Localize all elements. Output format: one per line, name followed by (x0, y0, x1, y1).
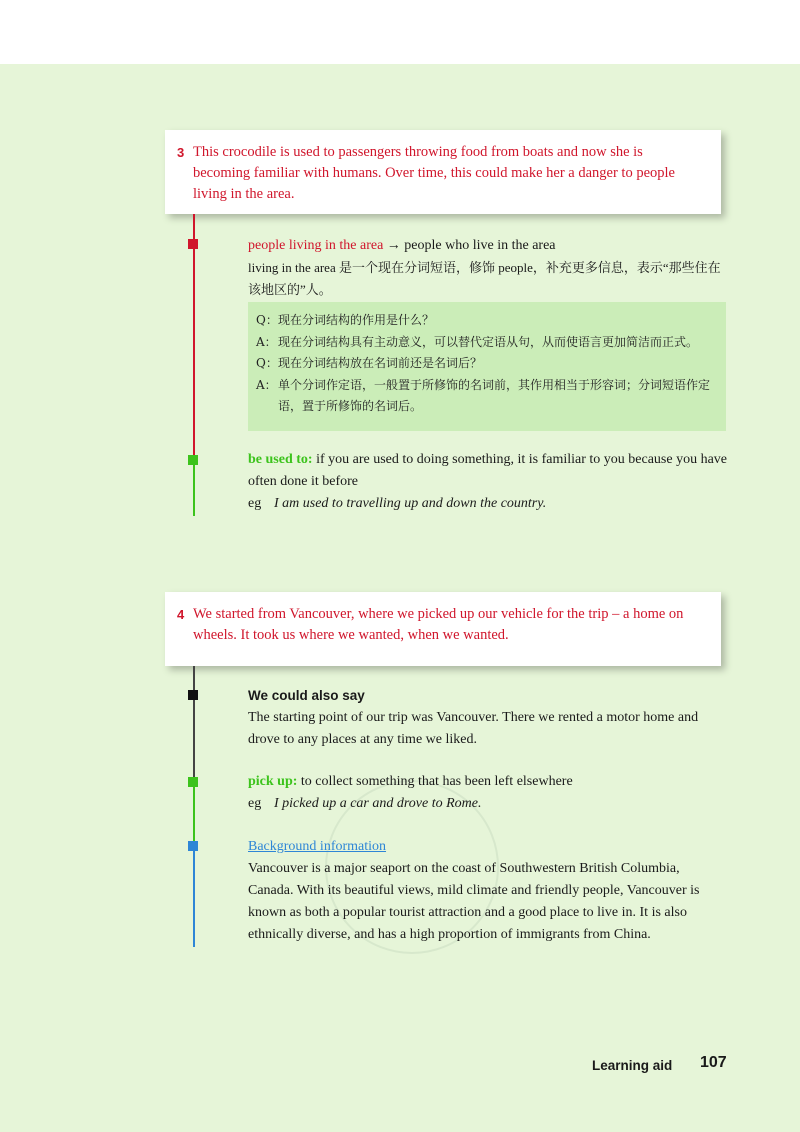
green-connector-line (193, 459, 195, 516)
green-square-marker (188, 455, 198, 465)
sentence-text: This crocodile is used to passengers throwing food from boats and now she is becoming familiar with humans. Over time, this could make her a danger to people living in the area. (193, 144, 675, 202)
example-sentence: I picked up a car and drove to Rome. (274, 796, 482, 811)
phrase-highlight: people living in the area (248, 238, 384, 253)
sentence-box-4 (165, 592, 721, 666)
note-explanation: living in the area 是一个现在分词短语，修饰 people，补充更多信息，表示“那些住在该地区的”人。 (248, 260, 721, 297)
sentence-number: 4 (177, 607, 185, 622)
green-connector-line (193, 782, 195, 845)
term-label: pick up: (248, 774, 298, 789)
red-connector-line (193, 214, 195, 459)
qa-tag: A： (256, 334, 277, 349)
term-label: be used to: (248, 452, 313, 467)
qa-text: 现在分词结构放在名词前还是名词后？ (278, 356, 483, 370)
black-connector-line (193, 666, 195, 782)
background-information-link[interactable]: Background information (248, 839, 387, 854)
blue-square-marker (188, 841, 198, 851)
green-square-marker (188, 777, 198, 787)
qa-line (256, 332, 718, 354)
note-participle (248, 235, 728, 301)
example-sentence: I am used to travelling up and down the country. (274, 496, 547, 511)
background-text: Vancouver is a major seaport on the coast of Southwestern British Columbia, Canada. With its beautiful views, mild climate and friendly people, Vancouver is known as both a popular tourist attraction and a good place to live in. It is also ethnically diverse, and has a high proportion of immigrants from China. (248, 861, 700, 942)
sentence-box-3 (165, 130, 721, 214)
note-be-used-to (248, 449, 728, 515)
note-heading: We could also say (248, 688, 365, 703)
qa-text: 现在分词结构具有主动意义，可以替代定语从句，从而使语言更加简洁而正式。 (278, 334, 699, 349)
qa-tag: Q： (256, 313, 278, 327)
term-definition: if you are used to doing something, it is familiar to you because you have often done it before (248, 452, 728, 489)
qa-line (256, 310, 718, 332)
qa-tag: A： (256, 377, 277, 392)
sentence-number: 3 (177, 145, 185, 160)
qa-box (248, 302, 726, 431)
qa-text: 单个分词作定语，一般置于所修饰的名词前，其作用相当于形容词；分词短语作定语，置于所修饰的名词后。 (278, 377, 711, 413)
arrow-icon: → (386, 238, 401, 253)
sentence-text: We started from Vancouver, where we picked up our vehicle for the trip – a home on wheels. It took us where we wanted, when we wanted. (193, 606, 684, 643)
phrase-rewrite: people who live in the area (404, 238, 556, 253)
black-square-marker (188, 690, 198, 700)
red-square-marker (188, 239, 198, 249)
qa-line (256, 375, 718, 418)
footer-label: Learning aid (592, 1058, 673, 1073)
note-text: The starting point of our trip was Vancouver. There we rented a motor home and drove to any places at any time we liked. (248, 710, 699, 747)
blue-connector-line (193, 845, 195, 947)
page-number: 107 (700, 1054, 727, 1071)
note-background-information (248, 836, 728, 946)
eg-label: eg (248, 796, 262, 811)
qa-line (256, 353, 718, 375)
qa-text: 现在分词结构的作用是什么？ (278, 313, 435, 327)
note-pick-up (248, 771, 728, 815)
qa-tag: Q： (256, 356, 278, 370)
eg-label: eg (248, 496, 262, 511)
note-we-could-also-say (248, 685, 728, 751)
term-definition: to collect something that has been left elsewhere (300, 774, 573, 789)
